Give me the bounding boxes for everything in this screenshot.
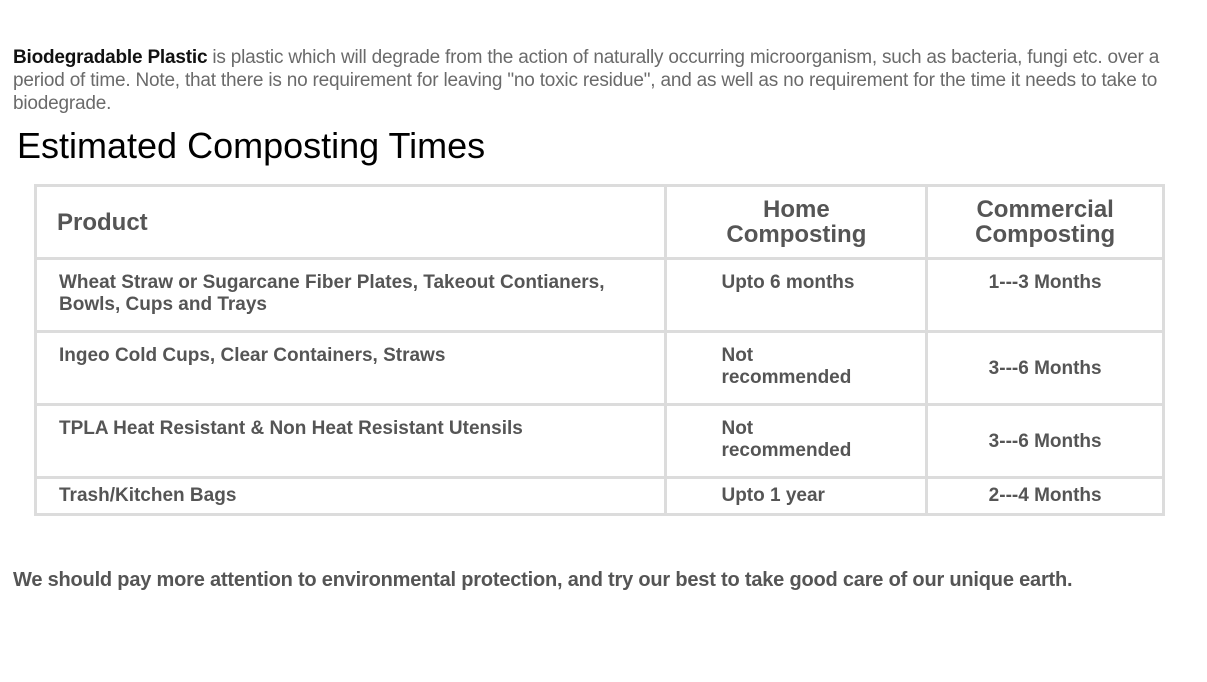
header-commercial-line2: Composting — [975, 221, 1116, 248]
table-row — [36, 332, 1164, 405]
commercial-composting-cell: 1---3 Months — [927, 259, 1164, 332]
home-composting-cell — [666, 405, 927, 478]
product-cell: Trash/Kitchen Bags — [36, 478, 666, 515]
header-home-line2: Composting — [726, 221, 867, 248]
header-home-composting — [666, 186, 927, 259]
product-cell: TPLA Heat Resistant & Non Heat Resistant Utensils — [36, 405, 666, 478]
intro-term: Biodegradable Plastic — [13, 47, 208, 68]
composting-times-table — [34, 184, 1165, 516]
header-home-line1: Home — [763, 196, 830, 223]
commercial-composting-cell: 3---6 Months — [927, 405, 1164, 478]
home-composting-value: Not recommended — [721, 418, 852, 461]
table-row — [36, 259, 1164, 332]
commercial-composting-cell: 3---6 Months — [927, 332, 1164, 405]
header-commercial-line1: Commercial — [976, 196, 1114, 223]
product-cell: Ingeo Cold Cups, Clear Containers, Straws — [36, 332, 666, 405]
home-composting-value: Not recommended — [721, 345, 852, 388]
home-composting-cell: Upto 6 months — [666, 259, 927, 332]
header-product: Product — [36, 186, 666, 259]
table-row — [36, 478, 1164, 515]
header-commercial-composting — [927, 186, 1164, 259]
intro-paragraph — [13, 46, 1198, 115]
commercial-composting-cell: 2---4 Months — [927, 478, 1164, 515]
closing-statement: We should pay more attention to environmental protection, and try our best to take good care of our unique earth. — [13, 569, 1073, 591]
table-row — [36, 405, 1164, 478]
home-composting-cell: Upto 1 year — [666, 478, 927, 515]
table-header-row — [36, 186, 1164, 259]
product-cell: Wheat Straw or Sugarcane Fiber Plates, Takeout Contianers, Bowls, Cups and Trays — [36, 259, 666, 332]
home-composting-cell — [666, 332, 927, 405]
section-title: Estimated Composting Times — [17, 125, 486, 166]
intro-text: is plastic which will degrade from the action of naturally occurring microorganism, such as bacteria, fungi etc. over a period of time. Note, that there is no requirement for leaving "no toxic residue", and as well as no requirement for the time it needs to take to biodegrade. — [13, 47, 1160, 114]
